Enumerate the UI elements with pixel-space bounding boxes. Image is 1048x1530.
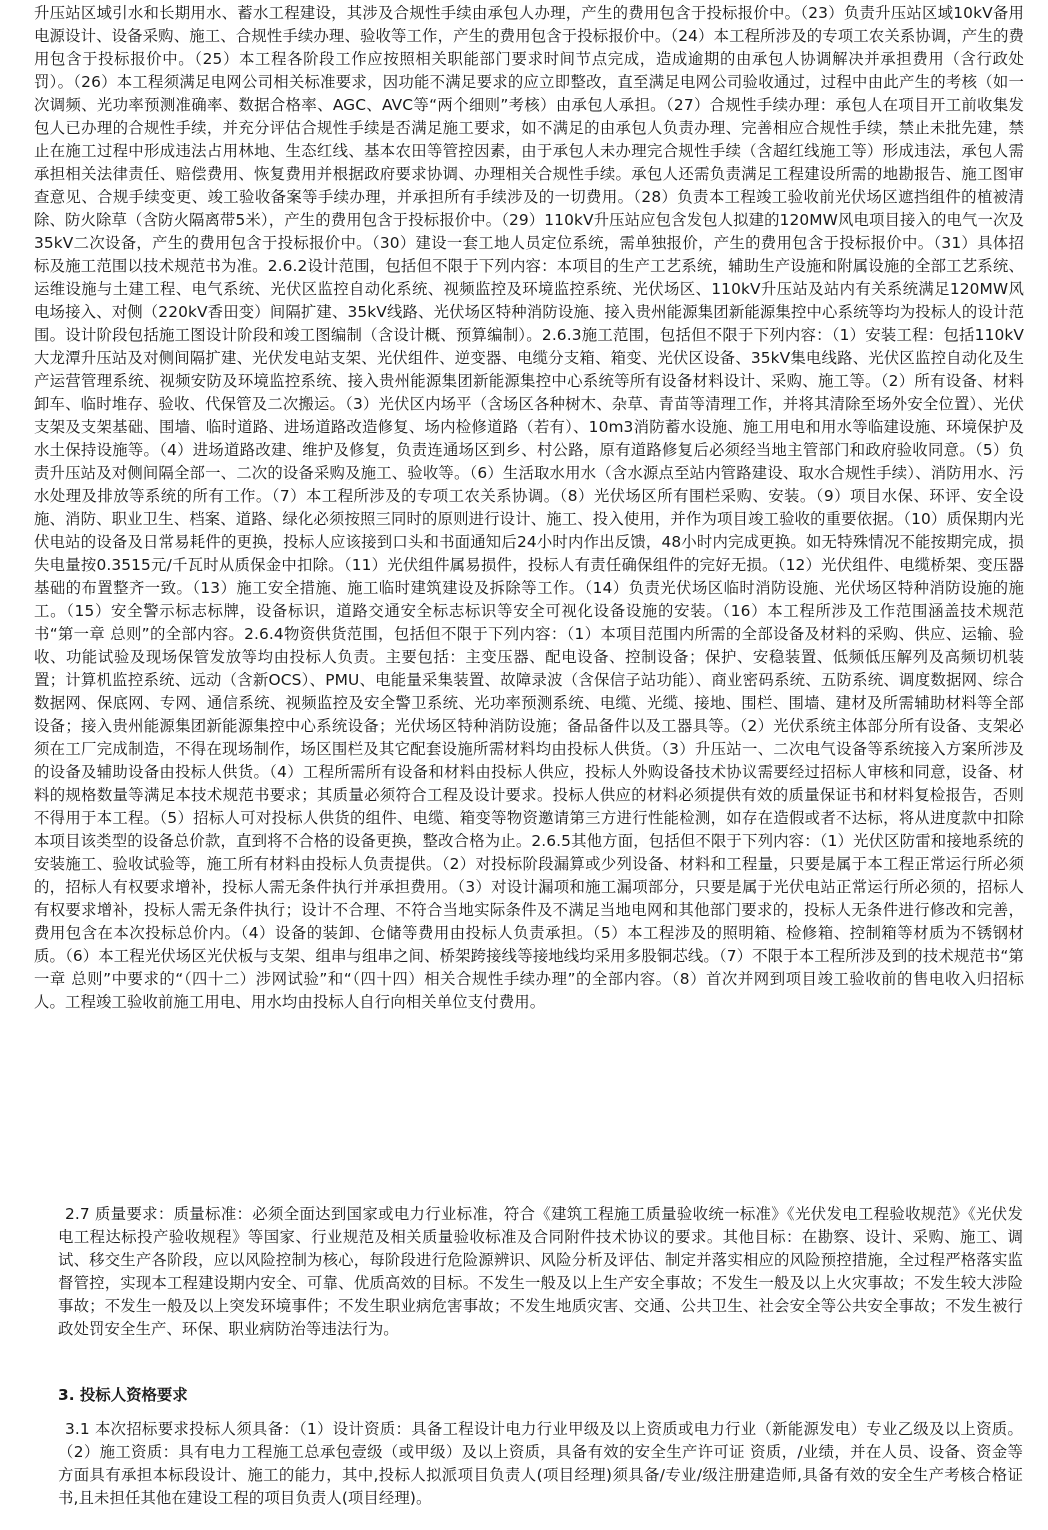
quality-requirements-paragraph: 2.7 质量要求：质量标准：必须全面达到国家或电力行业标准，符合《建筑工程施工质量验收统一标准》《光伏发电工程验收规范》《光伏发电工程达标投产验收规程》等国家、行业规范及相关质量验收标准及合同附件技术协议的要求。其他目标：在勘察、设计、采购、施工、调试、移交生产各阶段，应以风险控制为核心，每阶段进行危险源辨识、风险分析及评估、制定并落实相应的风险预控措施，全过程严格落实监督管控，实现本工程建设期内安全、可靠、优质高效的目标。不发生一般及以上生产安全事故；不发生一般及以上火灾事故；不发生较大涉险事故；不发生一般及以上突发环境事件；不发生职业病危害事故；不发生地质灾害、交通、公共卫生、社会安全等公共安全事故；不发生被行政处罚安全生产、环保、职业病防治等违法行为。 [58,1205,1023,1338]
bidder-qualification-heading: 3. 投标人资格要求 [58,1386,188,1404]
scope-of-work-paragraph: 升压站区域引水和长期用水、蓄水工程建设，其涉及合规性手续由承包人办理，产生的费用包含于投标报价中。（23）负责升压站区域10kV备用电源设计、设备采购、施工、合规性手续办理、验收等工作，产生的费用包含于投标报价中。（24）本工程所涉及的专项工农关系协调，产生的费用包含于投标报价中。（25）本工程各阶段工作应按照相关职能部门要求时间节点完成，造成逾期的由承包人协调解决并承担费用（含行政处罚）。（26）本工程须满足电网公司相关标准要求，因功能不满足要求的应立即整改，直至满足电网公司验收通过，过程中由此产生的考核（如一次调频、光功率预测准确率、数据合格率、AGC、AVC等“两个细则”考核）由承包人承担。（27）合规性手续办理：承包人在项目开工前收集发包人已办理的合规性手续，并充分评估合规性手续是否满足施工要求，如不满足的由承包人负责办理、完善相应合规性手续，禁止未批先建，禁止在施工过程中形成违法占用林地、生态红线、基本农田等管控因素，由于承包人未办理完合规性手续（含超红线施工等）形成违法，承包人需承担相关法律责任、赔偿费用、恢复费用并根据政府要求协调、办理相关合规性手续。承包人还需负责满足工程建设所需的地勘报告、施工图审查意见、合规手续变更、竣工验收备案等手续办理，并承担所有手续涉及的一切费用。（28）负责本工程竣工验收前光伏场区遮挡组件的植被清除、防火除草（含防火隔离带5米），产生的费用包含于投标报价中。（29）110kV升压站应包含发包人拟建的120MW风电项目接入的电气一次及35kV二次设备，产生的费用包含于投标报价中。（30）建设一套工地人员定位系统，需单独报价，产生的费用包含于投标报价中。（31）具体招标及施工范围以技术规范书为准。2.6.2设计范围，包括但不限于下列内容：本项目的生产工艺系统，辅助生产设施和附属设施的全部工艺系统、运维设施与土建工程、电气系统、光伏区监控自动化系统、视频监控及环境监控系统、光伏场区、110kV升压站及站内有关系统满足120MW风电场接入、对侧（220kV香田变）间隔扩建、35kV线路、光伏场区特种消防设施、接入贵州能源集团新能源集控中心系统等均为投标人的设计范围。设计阶段包括施工图设计阶段和竣工图编制（含设计概、预算编制）。2.6.3施工范围，包括但不限于下列内容：（1）安装工程：包括110kV大龙潭升压站及对侧间隔扩建、光伏发电站支架、光伏组件、逆变器、电缆分支箱、箱变、光伏区设备、35kV集电线路、光伏区监控自动化及生产运营管理系统、视频安防及环境监控系统、接入贵州能源集团新能源集控中心系统等所有设备材料设计、采购、施工等。（2）所有设备、材料卸车、临时堆存、验收、代保管及二次搬运。（3）光伏区内场平（含场区各种树木、杂草、青苗等清理工作，并将其清除至场外安全位置）、光伏支架及支架基础、围墙、临时道路、进场道路改造修复、场内检修道路（若有）、10m3消防蓄水设施、施工用电和用水等临建设施、环境保护及水土保持设施等。（4）进场道路改建、维护及修复，负责连通场区到乡、村公路，原有道路修复后必须经当地主管部门和政府验收同意。（5）负责升压站及对侧间隔全部一、二次的设备采购及施工、验收等。（6）生活取水用水（含水源点至站内管路建设、取水合规性手续）、消防用水、污水处理及排放等系统的所有工作。（7）本工程所涉及的专项工农关系协调。（8）光伏场区所有围栏采购、安装。（9）项目水保、环评、安全设施、消防、职业卫生、档案、道路、绿化必须按照三同时的原则进行设计、施工、投入使用，并作为项目竣工验收的重要依据。（10）质保期内光伏电站的设备及日常易耗件的更换，投标人应该接到口头和书面通知后24小时内作出反馈，48小时内完成更换。如无特殊情况不能按期完成，损失电量按0.3515元/千瓦时从质保金中扣除。（11）光伏组件属易损件，投标人有责任确保组件的完好无损。（12）光伏组件、电缆桥架、变压器基础的布置整齐一致。（13）施工安全措施、施工临时建筑建设及拆除等工作。（14）负责光伏场区临时消防设施、光伏场区特种消防设施的施工。（15）安全警示标志标牌，设备标识，道路交通安全标志标识等安全可视化设备设施的安装。（16）本工程所涉及工作范围涵盖技术规范书“第一章 总则”的全部内容。2.6.4物资供货范围，包括但不限于下列内容：（1）本项目范围内所需的全部设备及材料的采购、供应、运输、验收、功能试验及现场保管发放等均由投标人负责。主要包括：主变压器、配电设备、控制设备；保护、安稳装置、低频低压解列及高频切机装置；计算机监控系统、远动（含新OCS）、PMU、电能量采集装置、故障录波（含保信子站功能）、商业密码系统、五防系统、调度数据网、综合数据网、保底网、专网、通信系统、视频监控及安全警卫系统、光功率预测系统、电缆、光缆、接地、围栏、围墙、建材及所需辅助材料等全部设备；接入贵州能源集团新能源集控中心系统设备；光伏场区特种消防设施；备品备件以及工器具等。（2）光伏系统主体部分所有设备、支架必须在工厂完成制造，不得在现场制作，场区围栏及其它配套设施所需材料均由投标人供货。（3）升压站一、二次电气设备等系统接入方案所涉及的设备及辅助设备由投标人供货。（4）工程所需所有设备和材料由投标人供应，投标人外购设备技术协议需要经过招标人审核和同意，设备、材料的规格数量等满足本技术规范书要求；其质量必须符合工程及设计要求。投标人供应的材料必须提供有效的质量保证书和材料复检报告，否则不得用于本工程。（5）招标人可对投标人供货的组件、电缆、箱变等物资邀请第三方进行性能检测，如存在造假或者不达标，将从进度款中扣除本项目该类型的设备总价款，直到将不合格的设备更换，整改合格为止。2.6.5其他方面，包括但不限于下列内容：（1）光伏区防雷和接地系统的安装施工、验收试验等，施工所有材料由投标人负责提供。（2）对投标阶段漏算或少列设备、材料和工程量，只要是属于本工程正常运行所必须的，招标人有权要求增补，投标人需无条件执行并承担费用。（3）对设计漏项和施工漏项部分，只要是属于光伏电站正常运行所必须的，招标人有权要求增补，投标人需无条件执行；设计不合理、不符合当地实际条件及不满足当地电网和其他部门要求的，投标人无条件进行修改和完善，费用包含在本次投标总价内。（4）设备的装卸、仓储等费用由投标人负责承担。（5）本工程涉及的照明箱、检修箱、控制箱等材质为不锈钢材质。（6）本工程光伏场区光伏板与支架、组串与组串之间、桥架跨接线等接地线均采用多股铜芯线。（7）不限于本工程所涉及到的技术规范书“第一章 总则”中要求的“（四十二）涉网试验”和“（四十四）相关合规性手续办理”的全部内容。（8）首次并网到项目竣工验收前的售电收入归招标人。工程竣工验收前施工用电、用水均由投标人自行向相关单位支付费用。 [34,4,1024,1011]
bidder-qualification-paragraph: 3.1 本次招标要求投标人须具备：（1）设计资质：具备工程设计电力行业甲级及以上资质或电力行业（新能源发电）专业乙级及以上资质。（2）施工资质：具有电力工程施工总承包壹级（或甲级）及以上资质，具备有效的安全生产许可证 资质，/业绩，并在人员、设备、资金等方面具有承担本标段设计、施工的能力，其中,投标人拟派项目负责人(项目经理)须具备/专业/级注册建造师,具备有效的安全生产考核合格证书,且未担任其他在建设工程的项目负责人(项目经理)。 [58,1420,1023,1507]
